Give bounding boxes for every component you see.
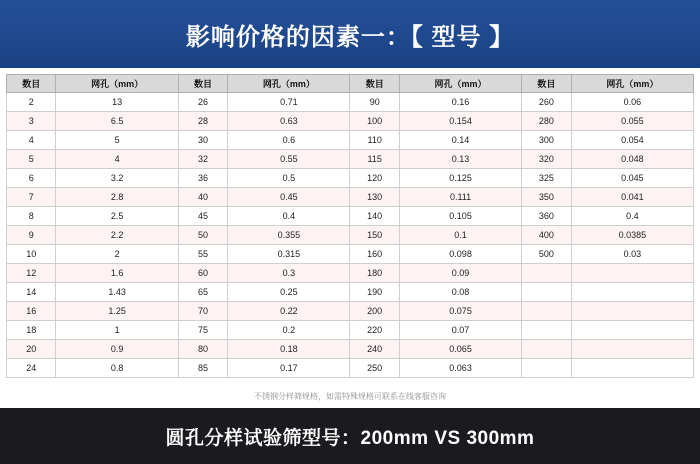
cell-aperture (571, 340, 693, 359)
header-banner (0, 0, 700, 68)
cell-aperture: 0.0385 (571, 226, 693, 245)
cell-count: 30 (178, 131, 227, 150)
cell-aperture: 0.63 (228, 112, 350, 131)
cell-aperture: 6.5 (56, 112, 178, 131)
cell-count: 120 (350, 169, 399, 188)
table-row (7, 245, 694, 264)
cell-count: 32 (178, 150, 227, 169)
cell-count: 3 (7, 112, 56, 131)
cell-count (522, 302, 571, 321)
table-row (7, 283, 694, 302)
cell-count: 260 (522, 93, 571, 112)
cell-aperture: 0.06 (571, 93, 693, 112)
table-row (7, 112, 694, 131)
cell-aperture: 0.048 (571, 150, 693, 169)
cell-aperture: 0.111 (399, 188, 521, 207)
footer-banner (0, 408, 700, 464)
cell-count: 6 (7, 169, 56, 188)
cell-count: 150 (350, 226, 399, 245)
cell-aperture: 0.098 (399, 245, 521, 264)
column-header: 数目 (178, 75, 227, 93)
cell-count: 300 (522, 131, 571, 150)
column-header: 网孔（mm） (56, 75, 178, 93)
cell-count: 2 (7, 93, 56, 112)
cell-count: 55 (178, 245, 227, 264)
cell-count: 12 (7, 264, 56, 283)
cell-count: 100 (350, 112, 399, 131)
cell-aperture: 4 (56, 150, 178, 169)
cell-aperture: 0.105 (399, 207, 521, 226)
table-row (7, 359, 694, 378)
cell-aperture: 0.065 (399, 340, 521, 359)
cell-aperture: 0.22 (228, 302, 350, 321)
page-title: 影响价格的因素一：【 型号 】 (185, 23, 515, 51)
cell-aperture: 3.2 (56, 169, 178, 188)
cell-aperture: 0.25 (228, 283, 350, 302)
cell-count: 190 (350, 283, 399, 302)
cell-aperture: 13 (56, 93, 178, 112)
cell-count: 5 (7, 150, 56, 169)
cell-aperture: 0.45 (228, 188, 350, 207)
cell-count: 180 (350, 264, 399, 283)
cell-aperture: 0.4 (228, 207, 350, 226)
cell-aperture: 0.71 (228, 93, 350, 112)
cell-count: 160 (350, 245, 399, 264)
cell-aperture: 0.075 (399, 302, 521, 321)
cell-count: 28 (178, 112, 227, 131)
table-header-row (7, 75, 694, 93)
cell-count (522, 340, 571, 359)
cell-aperture: 0.07 (399, 321, 521, 340)
column-header: 网孔（mm） (228, 75, 350, 93)
cell-count: 18 (7, 321, 56, 340)
cell-aperture: 0.14 (399, 131, 521, 150)
column-header: 数目 (350, 75, 399, 93)
cell-aperture: 0.6 (228, 131, 350, 150)
cell-count: 280 (522, 112, 571, 131)
cell-aperture: 0.03 (571, 245, 693, 264)
cell-aperture: 0.315 (228, 245, 350, 264)
cell-aperture: 2 (56, 245, 178, 264)
cell-count: 8 (7, 207, 56, 226)
cell-aperture: 0.055 (571, 112, 693, 131)
column-header: 网孔（mm） (571, 75, 693, 93)
cell-aperture: 0.18 (228, 340, 350, 359)
cell-aperture: 1.6 (56, 264, 178, 283)
cell-aperture: 0.16 (399, 93, 521, 112)
spec-table (6, 74, 694, 378)
cell-count: 325 (522, 169, 571, 188)
spec-table-container (0, 68, 700, 384)
cell-aperture (571, 321, 693, 340)
cell-aperture: 0.13 (399, 150, 521, 169)
table-note: 不锈钢分样筛规格，如需特殊规格可联系在线客服咨询 (0, 384, 700, 408)
cell-aperture: 0.08 (399, 283, 521, 302)
table-row (7, 150, 694, 169)
table-row (7, 188, 694, 207)
cell-count: 4 (7, 131, 56, 150)
cell-aperture: 1.25 (56, 302, 178, 321)
table-row (7, 226, 694, 245)
cell-count: 60 (178, 264, 227, 283)
cell-count: 90 (350, 93, 399, 112)
cell-aperture: 1 (56, 321, 178, 340)
cell-aperture: 0.4 (571, 207, 693, 226)
cell-aperture: 0.8 (56, 359, 178, 378)
table-row (7, 321, 694, 340)
cell-aperture: 0.3 (228, 264, 350, 283)
cell-count: 10 (7, 245, 56, 264)
cell-count: 9 (7, 226, 56, 245)
cell-aperture: 5 (56, 131, 178, 150)
table-body (7, 93, 694, 378)
cell-aperture: 0.045 (571, 169, 693, 188)
cell-count: 7 (7, 188, 56, 207)
cell-count: 500 (522, 245, 571, 264)
cell-aperture: 0.17 (228, 359, 350, 378)
table-head (7, 75, 694, 93)
column-header: 数目 (7, 75, 56, 93)
cell-aperture: 0.5 (228, 169, 350, 188)
cell-count: 24 (7, 359, 56, 378)
cell-aperture: 0.154 (399, 112, 521, 131)
cell-count: 45 (178, 207, 227, 226)
cell-count: 26 (178, 93, 227, 112)
cell-count: 360 (522, 207, 571, 226)
cell-count: 130 (350, 188, 399, 207)
cell-count: 14 (7, 283, 56, 302)
cell-aperture: 0.09 (399, 264, 521, 283)
cell-count: 240 (350, 340, 399, 359)
cell-aperture: 0.9 (56, 340, 178, 359)
cell-count: 110 (350, 131, 399, 150)
cell-aperture: 0.041 (571, 188, 693, 207)
cell-aperture (571, 359, 693, 378)
cell-count: 65 (178, 283, 227, 302)
cell-aperture: 0.355 (228, 226, 350, 245)
cell-aperture: 0.55 (228, 150, 350, 169)
cell-count: 70 (178, 302, 227, 321)
cell-aperture: 0.063 (399, 359, 521, 378)
cell-count: 115 (350, 150, 399, 169)
cell-aperture (571, 264, 693, 283)
column-header: 网孔（mm） (399, 75, 521, 93)
cell-aperture (571, 283, 693, 302)
table-row (7, 169, 694, 188)
cell-count: 80 (178, 340, 227, 359)
footer-title: 圆孔分样试验筛型号：200mm VS 300mm (165, 427, 535, 449)
cell-count: 200 (350, 302, 399, 321)
cell-count: 350 (522, 188, 571, 207)
cell-count (522, 264, 571, 283)
column-header: 数目 (522, 75, 571, 93)
table-row (7, 302, 694, 321)
cell-count: 20 (7, 340, 56, 359)
cell-count (522, 321, 571, 340)
cell-count (522, 359, 571, 378)
cell-aperture: 2.8 (56, 188, 178, 207)
cell-count: 50 (178, 226, 227, 245)
cell-count: 320 (522, 150, 571, 169)
cell-count: 40 (178, 188, 227, 207)
cell-count: 85 (178, 359, 227, 378)
table-row (7, 93, 694, 112)
table-row (7, 131, 694, 150)
cell-count: 75 (178, 321, 227, 340)
cell-aperture: 0.1 (399, 226, 521, 245)
cell-count: 400 (522, 226, 571, 245)
cell-aperture: 2.5 (56, 207, 178, 226)
cell-aperture: 0.054 (571, 131, 693, 150)
table-row (7, 207, 694, 226)
table-row (7, 340, 694, 359)
cell-aperture (571, 302, 693, 321)
cell-count: 140 (350, 207, 399, 226)
cell-count: 250 (350, 359, 399, 378)
table-row (7, 264, 694, 283)
cell-count: 16 (7, 302, 56, 321)
cell-count: 36 (178, 169, 227, 188)
cell-aperture: 0.125 (399, 169, 521, 188)
cell-count (522, 283, 571, 302)
cell-count: 220 (350, 321, 399, 340)
cell-aperture: 0.2 (228, 321, 350, 340)
cell-aperture: 2.2 (56, 226, 178, 245)
cell-aperture: 1.43 (56, 283, 178, 302)
